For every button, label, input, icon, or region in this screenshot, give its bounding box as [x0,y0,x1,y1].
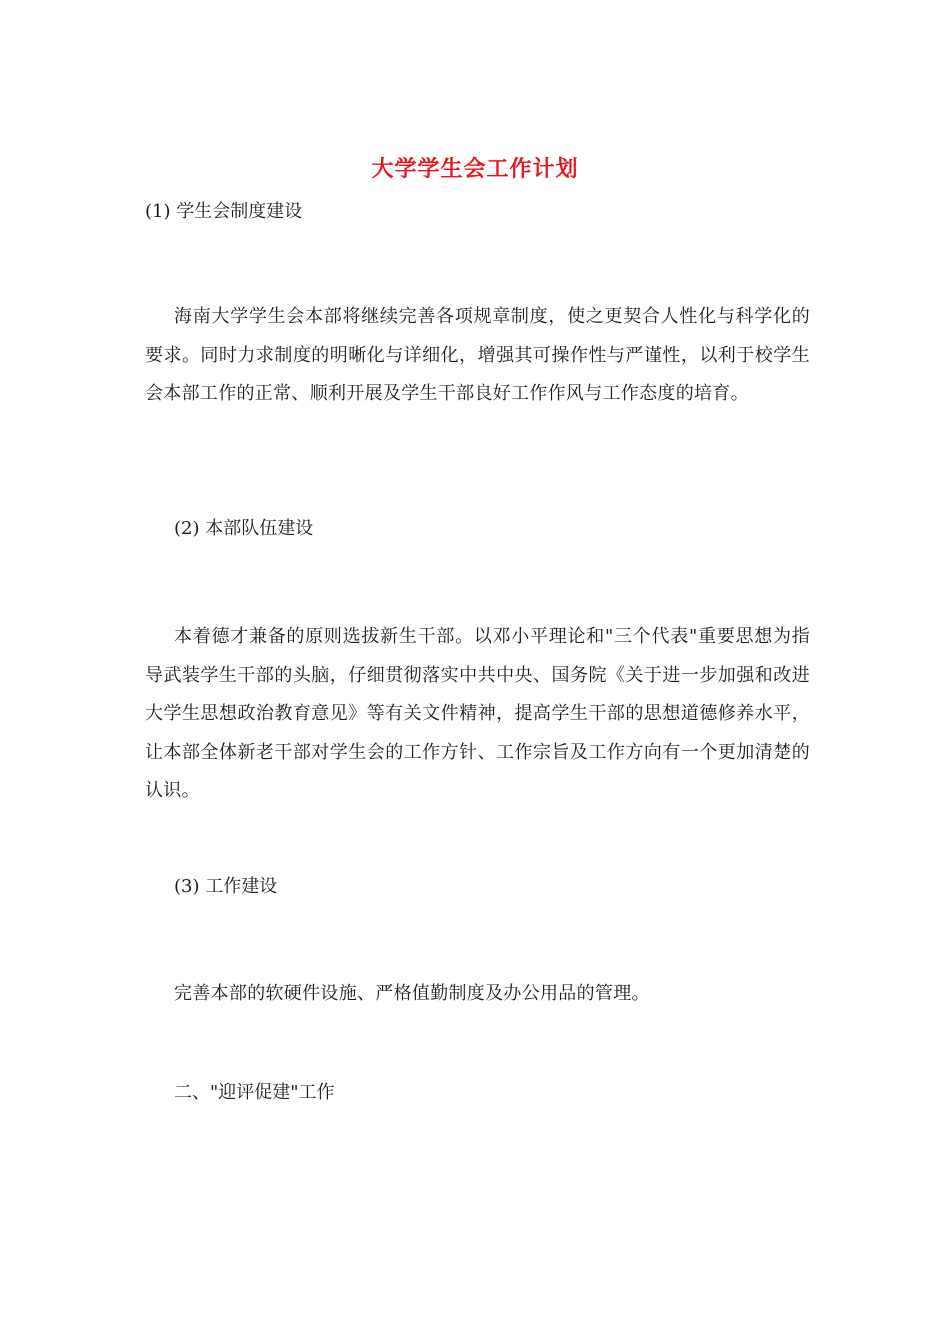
next-section-heading: 二、"迎评促建"工作 [174,1082,335,1103]
section-body-3: 完善本部的软硬件设施、严格值勤制度及办公用品的管理。 [174,983,650,1004]
section-heading-2: (2) 本部队伍建设 [174,518,314,539]
section-heading-1: (1) 学生会制度建设 [145,201,303,222]
document-title: 大学学生会工作计划 [371,156,579,182]
section-body-1: 海南大学学生会本部将继续完善各项规章制度，使之更契合人性化与科学化的要求。同时力求制度的明晰化与详细化，增强其可操作性与严谨性，以利于校学生会本部工作的正常、顺利开展及学生干部良好工作作风与工作态度的培育。 [145,306,810,404]
section-body-2: 本着德才兼备的原则选拔新生干部。以邓小平理论和"三个代表"重要思想为指导武装学生干部的头脑，仔细贯彻落实中共中央、国务院《关于进一步加强和改进大学生思想政治教育意见》等有关文件精神，提高学生干部的思想道德修养水平，让本部全体新老干部对学生会的工作方针、工作宗旨及工作方向有一个更加清楚的认识。 [145,626,810,801]
section-heading-3: (3) 工作建设 [174,876,278,897]
